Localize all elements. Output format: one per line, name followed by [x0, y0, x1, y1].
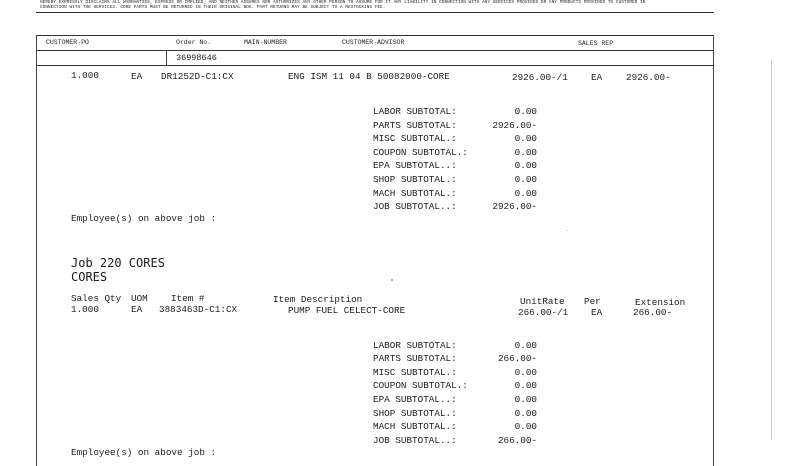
sales-rep-label: SALES REP	[578, 40, 614, 47]
page-right-border	[713, 35, 714, 466]
line-item-qty: 1.000	[71, 70, 99, 81]
main-number-label: MAIN-NUMBER	[244, 39, 287, 46]
subtotal-value: 0.00	[514, 174, 537, 185]
col-extension: Extension	[635, 297, 686, 308]
line-item-unit-price: 2926.00-/1	[512, 72, 568, 83]
job-subtitle: CORES	[71, 270, 108, 284]
line-item-part-number: DR1252D-C1:CX	[161, 71, 234, 82]
scan-speck	[391, 279, 393, 281]
subtotal-value: 2926.00-	[492, 201, 537, 212]
subtotal-label: COUPON SUBTOTAL.:	[373, 380, 468, 391]
line-item-description: PUMP FUEL CELECT-CORE	[288, 305, 406, 316]
subtotal-value: 0.00	[514, 394, 537, 405]
header-cell-divider	[166, 50, 167, 65]
subtotal-label: SHOP SUBTOTAL.:	[373, 174, 457, 185]
subtotal-value: 0.00	[514, 421, 537, 432]
scan-edge-line	[771, 60, 772, 440]
subtotal-label: PARTS SUBTOTAL:	[373, 120, 457, 131]
page-left-border	[36, 35, 37, 466]
subtotal-value: 0.00	[514, 367, 537, 378]
subtotal-label: EPA SUBTOTAL..:	[373, 394, 457, 405]
line-item-per: EA	[591, 72, 603, 83]
employee-line: Employee(s) on above job :	[71, 213, 217, 224]
line-item-extension: 2926.00-	[626, 72, 671, 83]
line-item-per: EA	[591, 307, 603, 318]
subtotal-value: 0.00	[514, 160, 537, 171]
line-item-uom: EA	[131, 71, 143, 82]
subtotal-value: 0.00	[514, 408, 537, 419]
subtotal-label: MACH SUBTOTAL.:	[373, 188, 457, 199]
subtotal-value: 0.00	[514, 340, 537, 351]
employee-line: Employee(s) on above job :	[71, 447, 217, 458]
line-item-qty: 1.000	[71, 304, 99, 315]
subtotal-label: SHOP SUBTOTAL.:	[373, 408, 457, 419]
header-bottom-border	[36, 65, 714, 66]
customer-po-label: CUSTOMER-PO	[46, 39, 89, 46]
subtotal-label: JOB SUBTOTAL..:	[373, 201, 457, 212]
header-top-border	[36, 35, 714, 36]
subtotal-label: EPA SUBTOTAL..:	[373, 160, 457, 171]
line-item-part-number: 3883463D-C1:CX	[159, 304, 238, 315]
subtotal-value: 266.00-	[497, 353, 537, 364]
col-sales-qty: Sales Qty	[71, 293, 122, 304]
subtotal-label: LABOR SUBTOTAL:	[373, 106, 457, 117]
col-unit-rate: UnitRate	[520, 296, 565, 307]
disclaimer-line-1: HEREBY EXPRESSLY DISCLAIMS ALL WARRANTIES, EXPRESS OR IMPLIED, AND NEITHER ASSUMES NOR AUTHORIZES ANY OTHER PERSON TO ASSUME FOR IT ANY LIABILITY IN CONNECTION WITH ANY SERVICES PROVIDED OR ANY PRODUCTS PROVIDED TO CUSTOMER IN	[40, 0, 646, 5]
line-item-unit-price: 266.00-/1	[518, 307, 569, 318]
col-uom: UOM	[131, 293, 148, 304]
col-per: Per	[584, 296, 601, 307]
header-mid-border	[36, 50, 714, 51]
subtotal-value: 0.00	[514, 188, 537, 199]
subtotal-label: MISC SUBTOTAL.:	[373, 133, 457, 144]
subtotal-value: 2926.00-	[492, 120, 537, 131]
customer-advisor-label: CUSTOMER-ADVISOR	[342, 39, 405, 46]
line-item-extension: 266.00-	[633, 307, 673, 318]
order-no-label: Order No.	[176, 39, 212, 46]
line-item-uom: EA	[131, 304, 143, 315]
subtotal-value: 0.00	[514, 147, 537, 158]
subtotal-label: MISC SUBTOTAL.:	[373, 367, 457, 378]
disclaimer-divider	[36, 12, 714, 13]
subtotal-label: MACH SUBTOTAL.:	[373, 421, 457, 432]
subtotal-value: 0.00	[514, 380, 537, 391]
subtotal-label: PARTS SUBTOTAL:	[373, 353, 457, 364]
order-number-value: 36998646	[176, 53, 217, 63]
subtotal-label: JOB SUBTOTAL..:	[373, 435, 457, 446]
subtotal-label: COUPON SUBTOTAL.:	[373, 147, 468, 158]
scan-speck	[566, 230, 567, 231]
col-item-no: Item #	[171, 293, 205, 304]
subtotal-value: 266.00-	[497, 435, 537, 446]
line-item-description: ENG ISM 11 04 B 50082000-CORE	[288, 71, 450, 82]
col-item-description: Item Description	[273, 294, 363, 305]
subtotal-value: 0.00	[514, 133, 537, 144]
disclaimer-line-2: CONNECTION WITH THE SERVICES. CORE PARTS MUST BE RETURNED IN THEIR ORIGINAL BOX. PART RETURNS MAY BE SUBJECT TO A RESTOCKING FEE.	[40, 5, 386, 10]
job-title: Job 220 CORES	[71, 256, 165, 270]
subtotal-label: LABOR SUBTOTAL:	[373, 340, 457, 351]
subtotal-value: 0.00	[514, 106, 537, 117]
